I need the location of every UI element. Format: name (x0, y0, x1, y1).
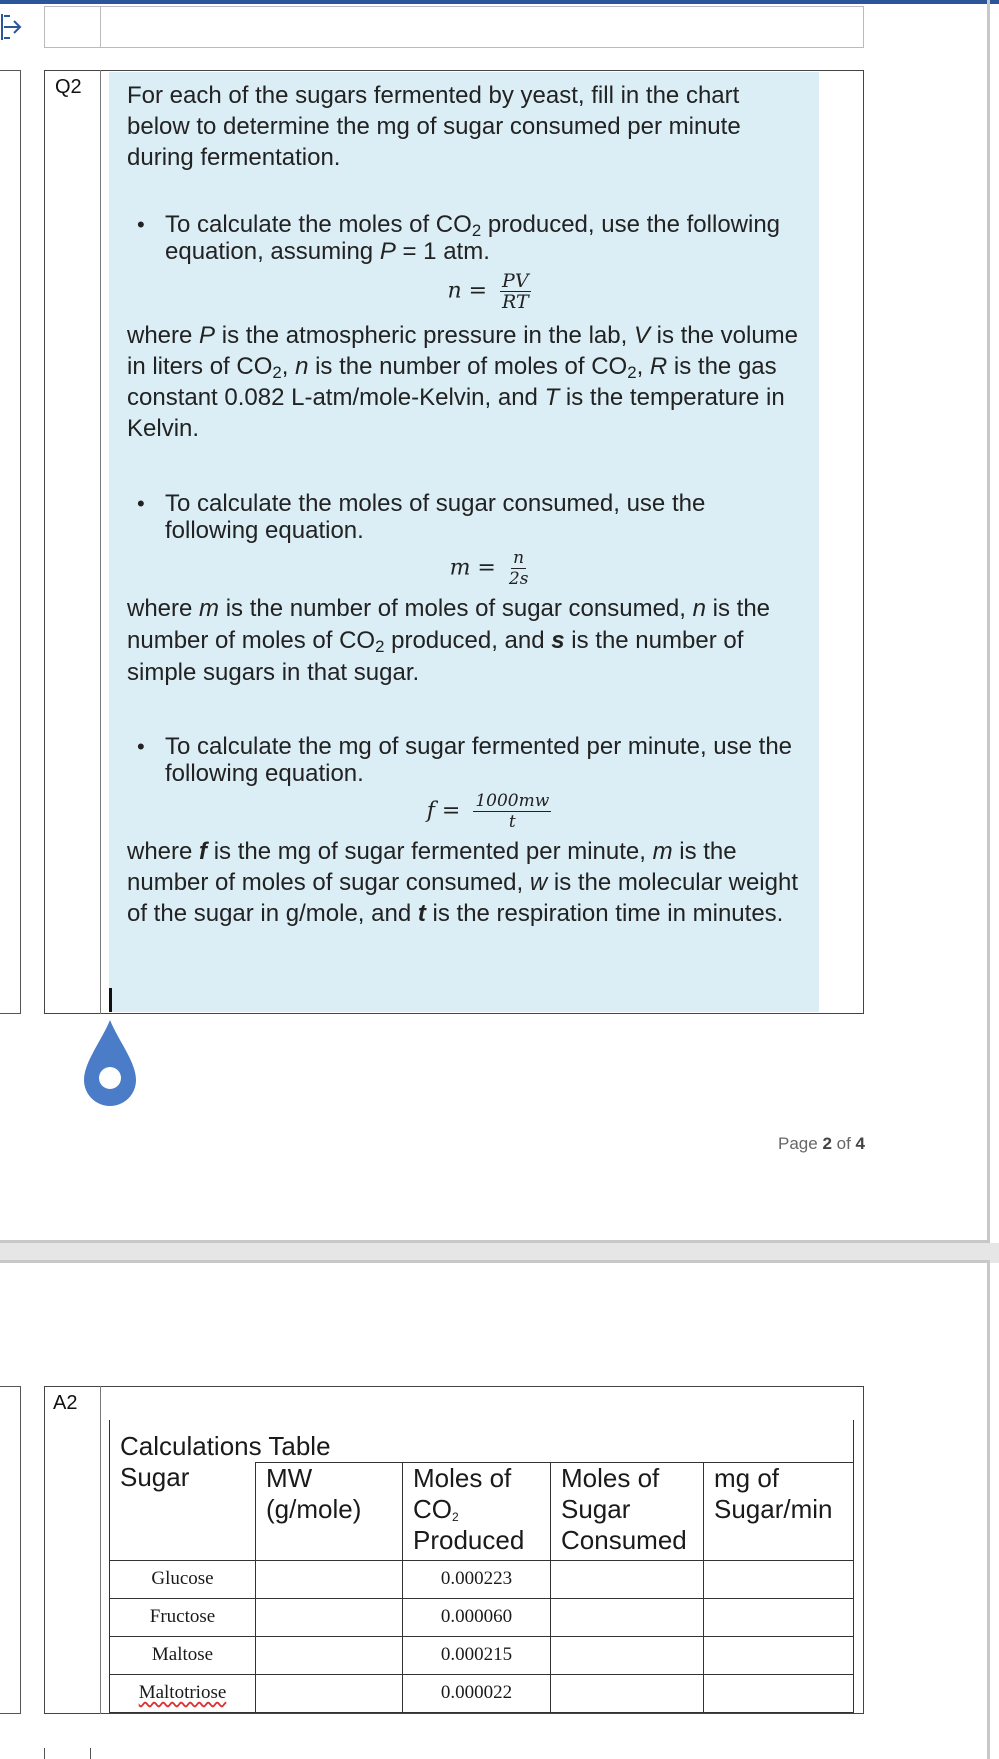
cell-sugar (110, 1674, 256, 1712)
where-co2-text: where P is the atmospheric pressure in the lab, V is the volume in liters of $CO_2$, n is the number of moles of $CO_2$, R is the gas constant 0.082 L-atm/mole-Kelvin, and T is the temperature in Kelvin. (127, 322, 799, 442)
page-top-edge (0, 1260, 990, 1263)
cell-sugar: Maltose (110, 1636, 256, 1674)
selection-handle-drop-icon[interactable] (82, 1018, 138, 1113)
answer-label-divider (100, 1386, 101, 1714)
question-content[interactable] (109, 72, 819, 1012)
table-row (110, 1636, 854, 1674)
question-label-divider (100, 70, 101, 1014)
bullet-mg-per-minute: • To calculate the mg of sugar fermented per minute, use the following equation. (137, 733, 793, 787)
header-sugar: Sugar (110, 1462, 256, 1560)
cell-rate[interactable] (704, 1674, 854, 1712)
header-moles-consumed: Moles of Sugar Consumed (551, 1462, 704, 1560)
cell-consumed[interactable] (551, 1598, 704, 1636)
cell-sugar: Fructose (110, 1598, 256, 1636)
question-label: Q2 (55, 76, 82, 98)
text-cursor (109, 988, 112, 1012)
cell-rate[interactable] (704, 1636, 854, 1674)
cell-co2: 0.000022 (403, 1674, 551, 1712)
cell-mw[interactable] (256, 1560, 403, 1598)
answer-label: A2 (53, 1392, 78, 1414)
cell-consumed[interactable] (551, 1560, 704, 1598)
header-moles-co2: Moles of $CO_2$ Produced (403, 1462, 551, 1560)
cell-mw[interactable] (256, 1674, 403, 1712)
page-right-edge (987, 0, 990, 1243)
calculations-table[interactable] (109, 1420, 854, 1713)
cell-consumed[interactable] (551, 1674, 704, 1712)
cell-co2: 0.000223 (403, 1560, 551, 1598)
page-right-edge-2 (987, 1260, 990, 1759)
equation-moles-sugar: m = $\frac{n}{2s}$ (449, 548, 529, 589)
calculations-table-title: Calculations Table (110, 1420, 854, 1462)
where-rate-text: where f is the mg of sugar fermented per minute, m is the number of moles of sugar consumed, w is the molecular weight of the sugar in g/mole, and t is the respiration time in minutes. (127, 838, 798, 927)
cell-co2: 0.000060 (403, 1598, 551, 1636)
header-mg-per-min: mg of Sugar/min (704, 1462, 854, 1560)
page-indicator: Page 2 of 4 (778, 1134, 865, 1153)
bullet-sugar-consumed: • To calculate the moles of sugar consumed, use the following equation. (137, 490, 706, 544)
cell-rate[interactable] (704, 1560, 854, 1598)
left-page-frame-2 (0, 1386, 21, 1714)
cell-consumed[interactable] (551, 1636, 704, 1674)
previous-row-divider (100, 6, 101, 48)
where-sugar-text: where m is the number of moles of sugar consumed, n is the number of moles of $CO_2$ produced, and s is the number of simple sugars in that sugar. (127, 595, 771, 686)
header-mw: MW (g/mole) (256, 1462, 403, 1560)
spellcheck-flagged-word[interactable]: Maltotriose (138, 1682, 227, 1703)
left-page-frame (0, 70, 21, 1014)
cell-mw[interactable] (256, 1636, 403, 1674)
bullet-co2: • To calculate the moles of $CO_2$ produced, use the following equation, assuming P = 1 atm. (137, 211, 781, 265)
cell-sugar: Glucose (110, 1560, 256, 1598)
document-top-accent (0, 0, 999, 4)
table-row (110, 1598, 854, 1636)
next-row-divider (44, 1748, 45, 1759)
table-row (110, 1674, 854, 1712)
equation-mg-per-minute: f = $\frac{1000mw}{t}$ (426, 791, 550, 832)
equation-moles-co2: n = $\frac{PV}{RT}$ (447, 270, 529, 313)
table-row (110, 1560, 854, 1598)
previous-row-cell[interactable] (44, 6, 864, 48)
expand-arrows-icon[interactable] (0, 8, 24, 46)
cell-mw[interactable] (256, 1598, 403, 1636)
question-intro: For each of the sugars fermented by yeast, fill in the chart below to determine the mg of sugar consumed per minute during fermentation. (127, 82, 741, 171)
next-row-divider-2 (90, 1748, 91, 1759)
cell-co2: 0.000215 (403, 1636, 551, 1674)
cell-rate[interactable] (704, 1598, 854, 1636)
